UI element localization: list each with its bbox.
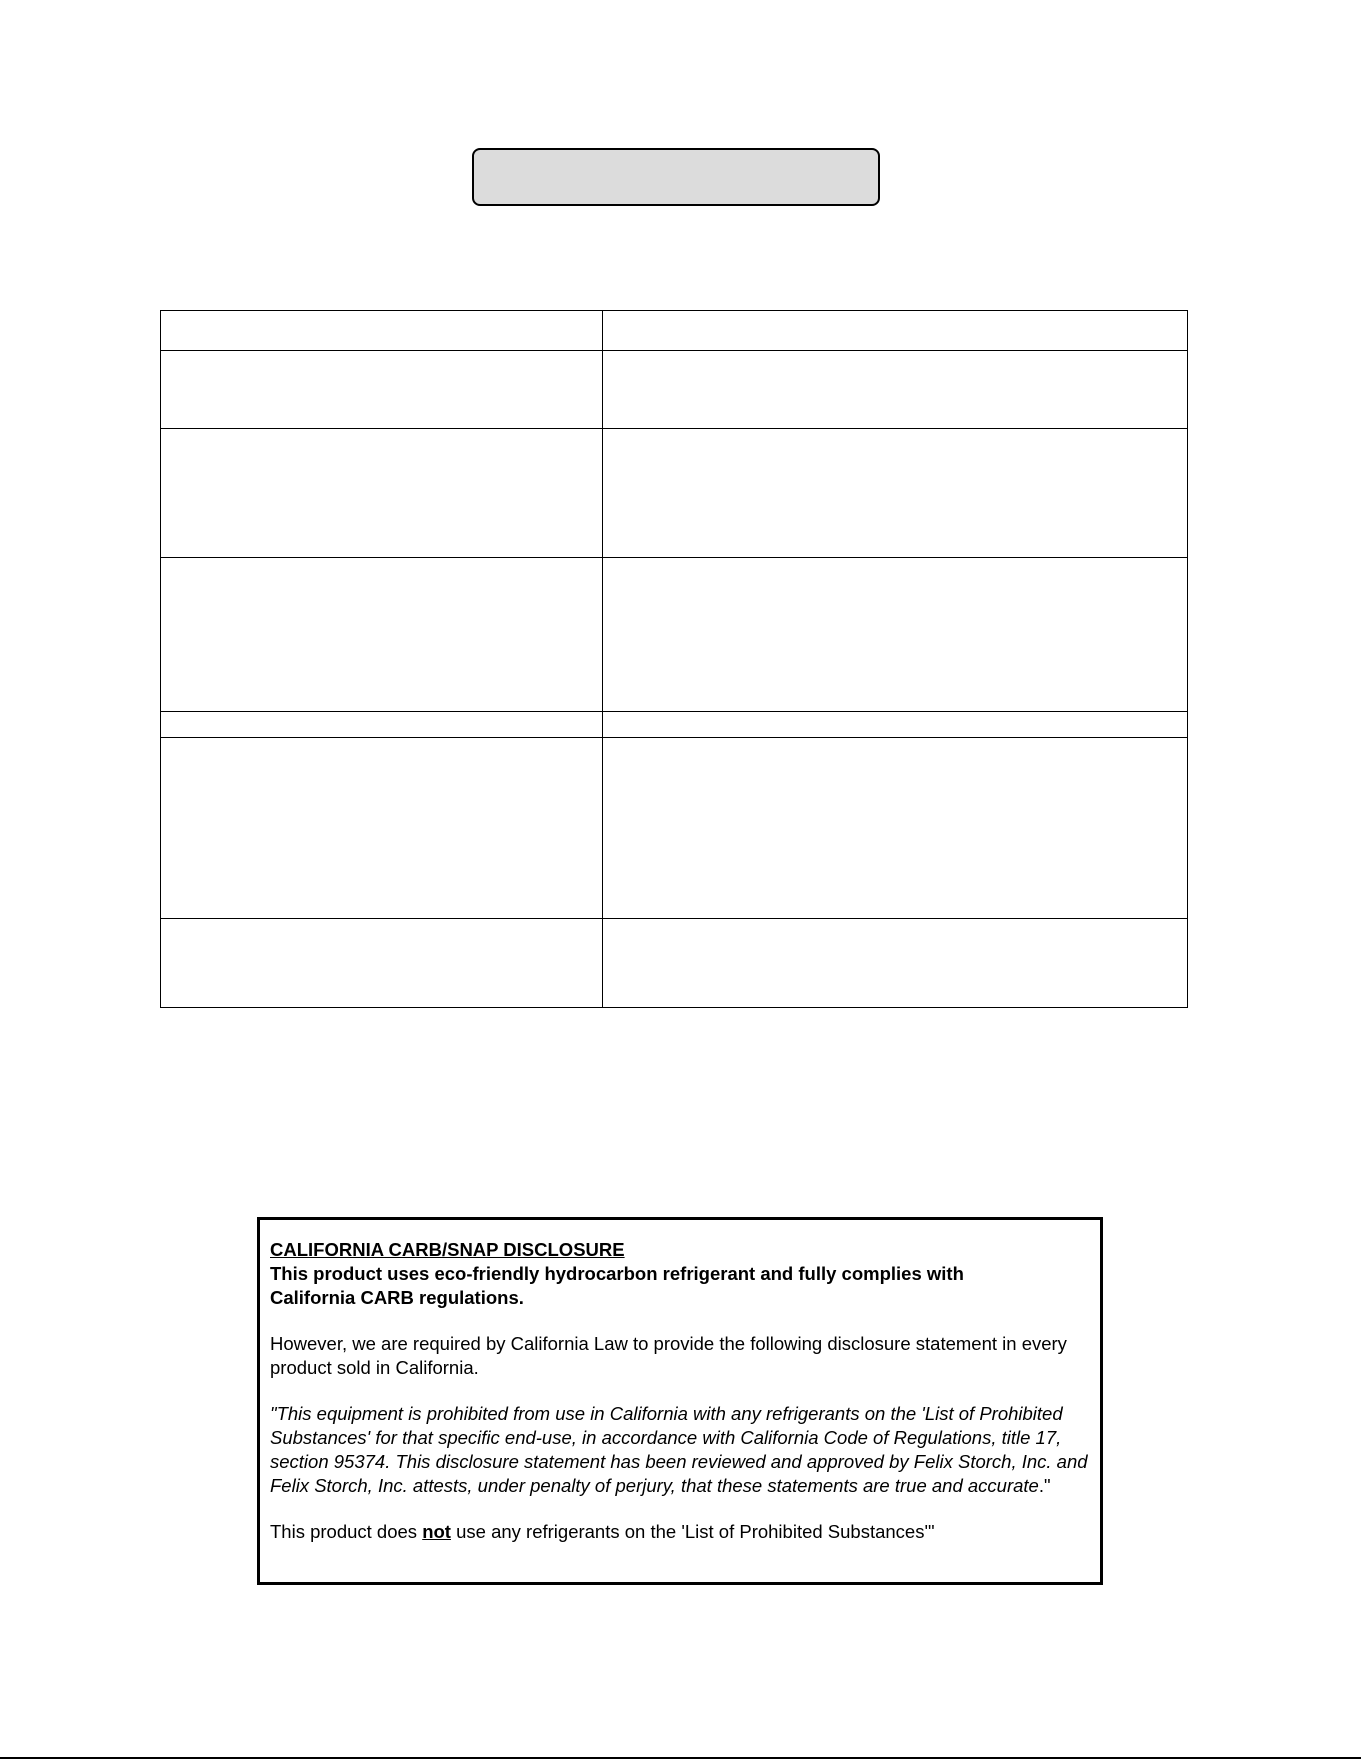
final-emphasis: not: [422, 1521, 451, 1542]
disclosure-bold-line-1: This product uses eco-friendly hydrocarbon refrigerant and fully complies with: [270, 1263, 964, 1284]
final-prefix: This product does: [270, 1521, 423, 1542]
table-cell: [161, 351, 603, 429]
disclosure-title: CALIFORNIA CARB/SNAP DISCLOSURE: [270, 1239, 625, 1260]
table-row: [161, 351, 1188, 429]
table-cell: [603, 919, 1188, 1008]
disclosure-paragraph: However, we are required by California Law to provide the following disclosure statement in every product sold in California.: [270, 1333, 1067, 1378]
final-suffix: use any refrigerants on the 'List of Prohibited Substances'": [450, 1521, 935, 1542]
table-cell: [161, 558, 603, 712]
table-cell: [161, 919, 603, 1008]
page-bottom-rule: [0, 1757, 1361, 1759]
table-cell: [603, 558, 1188, 712]
table-row: [161, 919, 1188, 1008]
section-title-box: [472, 148, 880, 206]
table-cell: [161, 429, 603, 558]
table-cell: [161, 712, 603, 738]
table-row: [161, 712, 1188, 738]
table-cell: [603, 429, 1188, 558]
table-row: [161, 429, 1188, 558]
disclosure-bold-line-2: California CARB regulations.: [270, 1287, 524, 1308]
carb-disclosure-box: [257, 1217, 1103, 1585]
table-cell: [161, 311, 603, 351]
table-row: [161, 311, 1188, 351]
table-row: [161, 738, 1188, 919]
disclosure-final-statement: [270, 1520, 1090, 1544]
table-cell: [603, 738, 1188, 919]
table-cell: [603, 311, 1188, 351]
quote-text: "This equipment is prohibited from use in California with any refrigerants on the 'List of Prohibited Substances' for that specific end-use, in accordance with California Code of Regulations, title 17, section 95374. This disclosure statement has been reviewed and approved by Felix Storch, Inc. and Felix Storch, Inc. attests, under penalty of perjury, that these statements are true and accurate: [270, 1403, 1088, 1496]
disclosure-quote: [270, 1402, 1090, 1498]
table-cell: [161, 738, 603, 919]
spec-table: [160, 310, 1188, 1008]
quote-end: .": [1038, 1475, 1051, 1496]
table-row: [161, 558, 1188, 712]
table-cell: [603, 712, 1188, 738]
table-cell: [603, 351, 1188, 429]
